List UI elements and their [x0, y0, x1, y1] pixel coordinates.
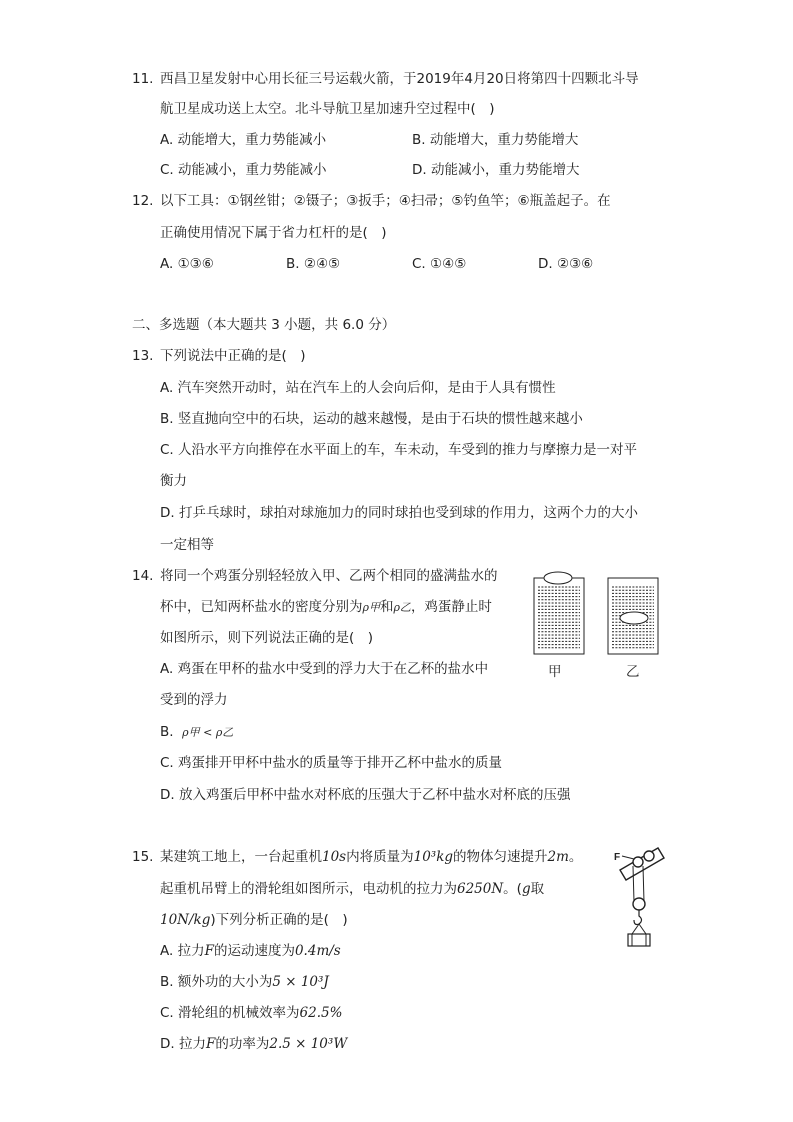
rho-jia: ρ甲 — [362, 601, 380, 614]
cup-yi — [608, 578, 658, 654]
q14-option-b: B. ρ甲 < ρ乙 — [160, 724, 234, 740]
q12-option-d: D. ②③⑥ — [538, 256, 594, 272]
q11-option-a: A. 动能增大，重力势能减小 — [160, 132, 327, 148]
q15-pulley-figure — [612, 846, 668, 950]
q14-option-a-line1: A. 鸡蛋在甲杯的盐水中受到的浮力大于在乙杯的盐水中 — [160, 661, 489, 677]
q14-stem-line1: 将同一个鸡蛋分别轻轻放入甲、乙两个相同的盛满盐水的 — [160, 568, 498, 584]
q15-option-b: B. 额外功的大小为5 × 10³J — [160, 974, 329, 990]
cup-jia — [534, 572, 584, 654]
rho-yi: ρ乙 — [393, 601, 411, 614]
q11-option-d: D. 动能减小，重力势能增大 — [412, 162, 580, 178]
section-multi-choice-title: 二、多选题（本大题共 3 小题，共 6.0 分） — [132, 317, 396, 333]
q15-number: 15. — [132, 849, 154, 865]
q12-option-c: C. ①④⑤ — [412, 256, 467, 272]
q12-stem-line1: 以下工具：①钢丝钳；②镊子；③扳手；④扫帚；⑤钓鱼竿；⑥瓶盖起子。在 — [160, 193, 611, 209]
q13-number: 13. — [132, 348, 154, 364]
q12-option-b: B. ②④⑤ — [286, 256, 341, 272]
q15-option-c: C. 滑轮组的机械效率为62.5% — [160, 1005, 343, 1021]
q14-number: 14. — [132, 568, 154, 584]
q13-stem: 下列说法中正确的是( ) — [160, 348, 306, 364]
q14-option-a-line2: 受到的浮力 — [160, 692, 228, 708]
q12-stem-line2: 正确使用情况下属于省力杠杆的是( ) — [160, 225, 387, 241]
egg-jia — [544, 572, 572, 584]
q15-stem-line3: 10N/kg)下列分析正确的是( ) — [160, 912, 348, 928]
q12-option-a: A. ①③⑥ — [160, 256, 214, 272]
q15-stem-line1: 某建筑工地上，一台起重机10s内将质量为10³kg的物体匀速提升2m。 — [160, 849, 583, 865]
q13-option-d-line1: D. 打乒乓球时，球拍对球施加力的同时球拍也受到球的作用力，这两个力的大小 — [160, 505, 638, 521]
egg-yi — [620, 612, 648, 624]
q14-figure — [530, 570, 680, 660]
q12-number: 12. — [132, 193, 154, 209]
q13-option-b: B. 竖直抛向空中的石块，运动的越来越慢，是由于石块的惯性越来越小 — [160, 411, 583, 427]
q15-figure-label-f: F — [614, 852, 621, 863]
q13-option-a: A. 汽车突然开动时，站在汽车上的人会向后仰，是由于人具有惯性 — [160, 380, 556, 396]
q13-option-c-line1: C. 人沿水平方向推停在水平面上的车，车未动，车受到的推力与摩擦力是一对平 — [160, 442, 638, 458]
q15-option-d: D. 拉力F的功率为2.5 × 10³W — [160, 1036, 348, 1052]
q13-option-d-line2: 一定相等 — [160, 537, 214, 553]
q15-stem-line2: 起重机吊臂上的滑轮组如图所示，电动机的拉力为6250N。(g取 — [160, 881, 545, 897]
q11-option-c: C. 动能减小，重力势能减小 — [160, 162, 327, 178]
q14-option-c: C. 鸡蛋排开甲杯中盐水的质量等于排开乙杯中盐水的质量 — [160, 755, 503, 771]
q14-option-d: D. 放入鸡蛋后甲杯中盐水对杯底的压强大于乙杯中盐水对杯底的压强 — [160, 787, 571, 803]
q14-figure-label-jia: 甲 — [548, 664, 562, 680]
q14-stem-line2: 杯中，已知两杯盐水的密度分别为ρ甲和ρ乙，鸡蛋静止时 — [160, 599, 492, 615]
q14-option-b-math: ρ甲 < ρ乙 — [182, 726, 234, 739]
q14-figure-label-yi: 乙 — [626, 664, 640, 680]
q11-stem-line1: 西昌卫星发射中心用长征三号运载火箭，于2019年4月20日将第四十四颗北斗导 — [160, 71, 639, 87]
q14-stem-line3: 如图所示，则下列说法正确的是( ) — [160, 630, 374, 646]
q15-option-a: A. 拉力F的运动速度为0.4m/s — [160, 943, 341, 959]
q11-stem-line2: 航卫星成功送上太空。北斗导航卫星加速升空过程中( ) — [160, 101, 495, 117]
q13-option-c-line2: 衡力 — [160, 473, 187, 489]
q11-option-b: B. 动能增大，重力势能增大 — [412, 132, 579, 148]
q11-number: 11. — [132, 71, 154, 87]
